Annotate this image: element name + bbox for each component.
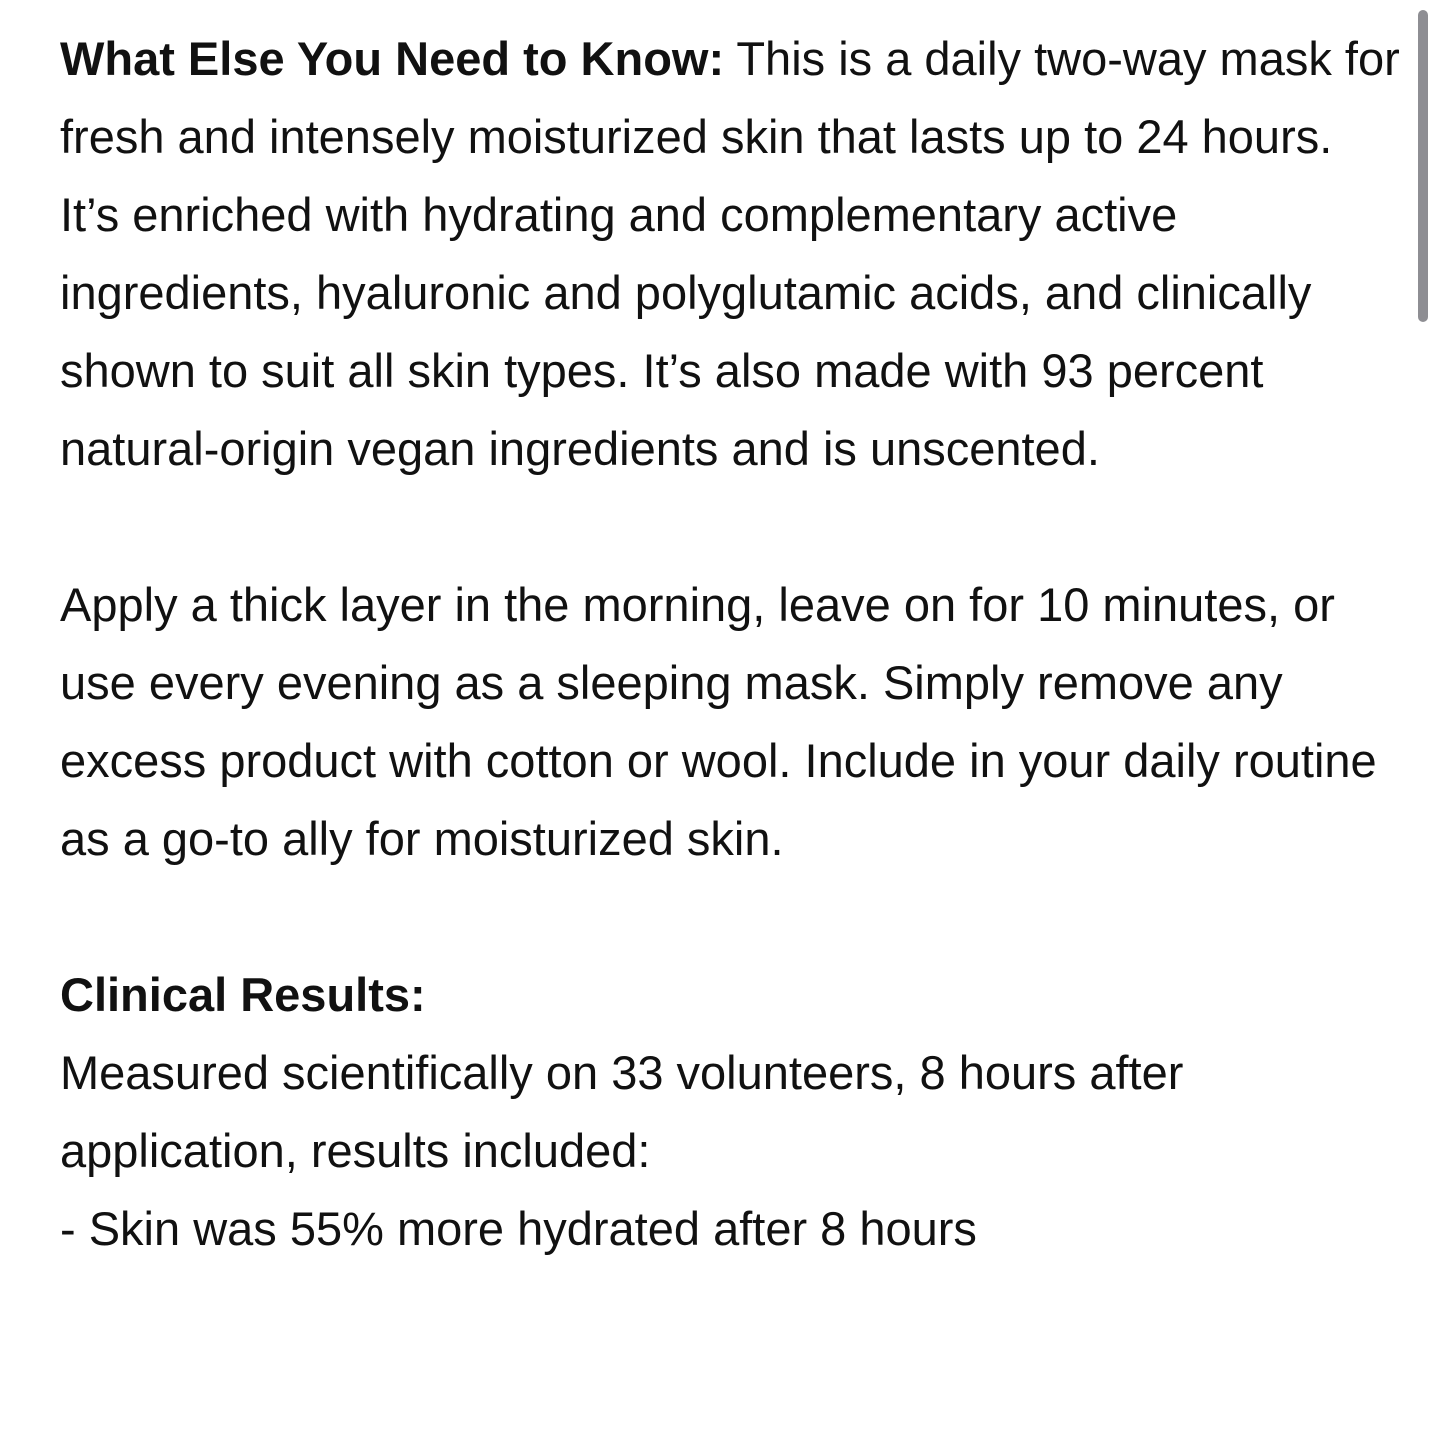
clinical-results-heading: Clinical Results:	[60, 968, 426, 1021]
what-else-text: This is a daily two-way mask for fresh and intensely moisturized skin that lasts up to 24 hours. It’s enriched with hydrating and complementary active ingredients, hyaluronic and polyglutamic acids, and clinically shown to suit all skin types. It’s also made with 93 percent natural-origin vegan ingredients and is unscented.	[60, 32, 1400, 475]
clinical-results-intro: Measured scientifically on 33 volunteers, 8 hours after application, results included:	[60, 1046, 1184, 1177]
product-description	[60, 20, 1400, 1268]
usage-paragraph: Apply a thick layer in the morning, leave on for 10 minutes, or use every evening as a sleeping mask. Simply remove any excess product with cotton or wool. Include in your daily routine as a go-to ally for moisturized skin.	[60, 578, 1377, 865]
what-else-heading: What Else You Need to Know:	[60, 32, 725, 85]
vertical-scrollbar[interactable]	[1418, 6, 1428, 1426]
scrollbar-thumb[interactable]	[1418, 10, 1428, 322]
paragraph-gap	[60, 878, 1400, 956]
paragraph-gap	[60, 488, 1400, 566]
what-else-paragraph	[60, 20, 1400, 488]
clinical-result-item: - Skin was 55% more hydrated after 8 hours	[60, 1202, 977, 1255]
